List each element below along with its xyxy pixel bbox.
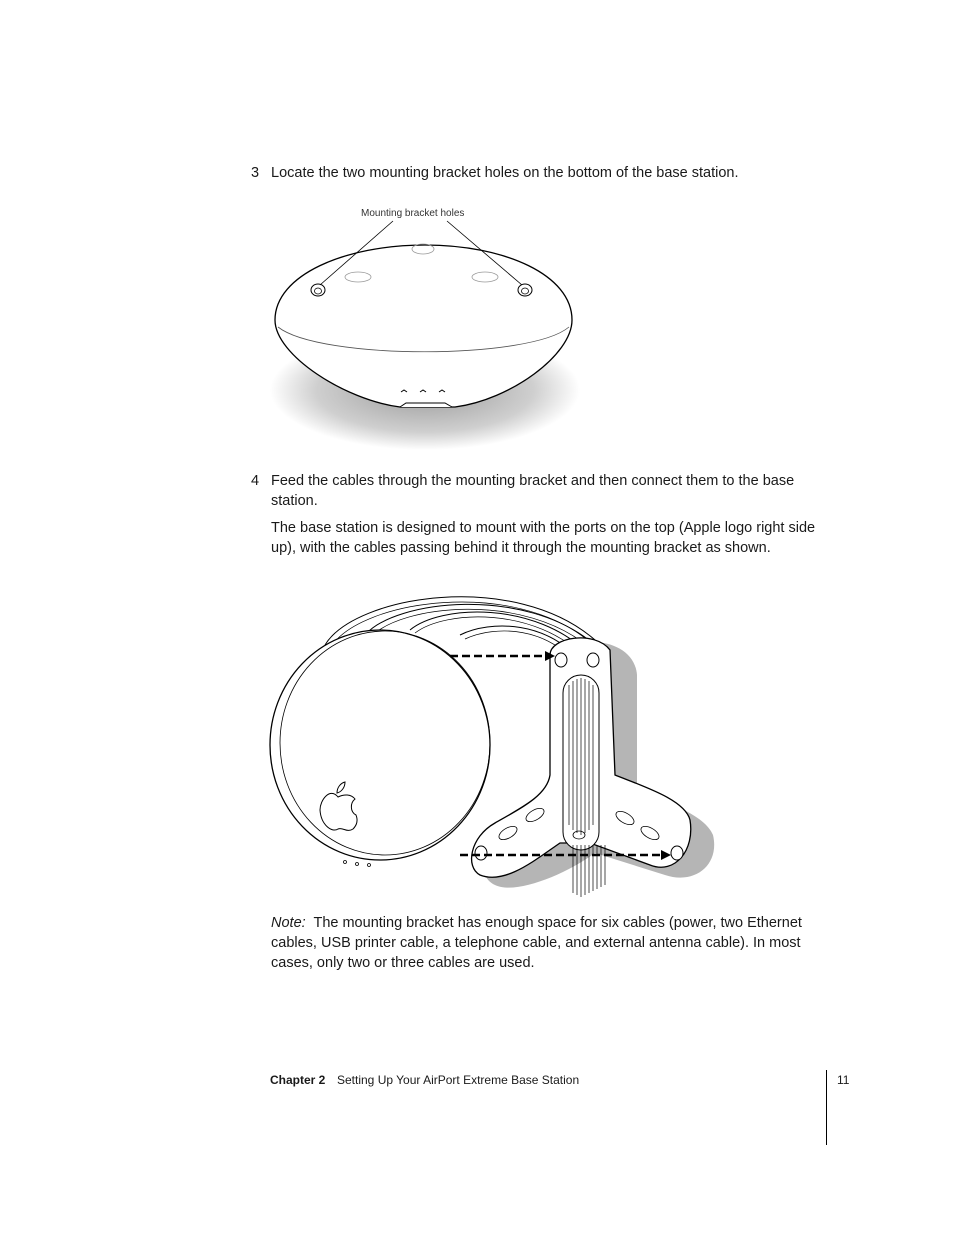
step-text: Locate the two mounting bracket holes on the bottom of the base station. bbox=[271, 165, 739, 181]
mounting-bracket-illustration bbox=[265, 575, 725, 900]
footer-chapter: Chapter 2 bbox=[270, 1073, 326, 1087]
note bbox=[271, 913, 831, 973]
page-number: 11 bbox=[837, 1073, 850, 1087]
note-text: The mounting bracket has enough space for six cables (power, two Ethernet cables, USB printer cable, a telephone cable, and external antenna cable). In most cases, only two or three cables are used. bbox=[271, 915, 802, 971]
footer-title: Setting Up Your AirPort Extreme Base Station bbox=[337, 1073, 580, 1087]
base-station-bottom-illustration bbox=[260, 215, 590, 460]
figure-callout: Mounting bracket holes bbox=[361, 208, 465, 219]
step-number: 3 bbox=[251, 165, 260, 181]
note-label: Note: bbox=[271, 915, 306, 931]
step-4-detail: The base station is designed to mount with the ports on the top (Apple logo right side up), with the cables passing behind it through the mounting bracket as shown. bbox=[271, 520, 816, 556]
step-text: Feed the cables through the mounting bracket and then connect them to the base station. bbox=[271, 473, 795, 509]
step-number: 4 bbox=[251, 473, 260, 489]
footer-divider bbox=[826, 1070, 827, 1145]
